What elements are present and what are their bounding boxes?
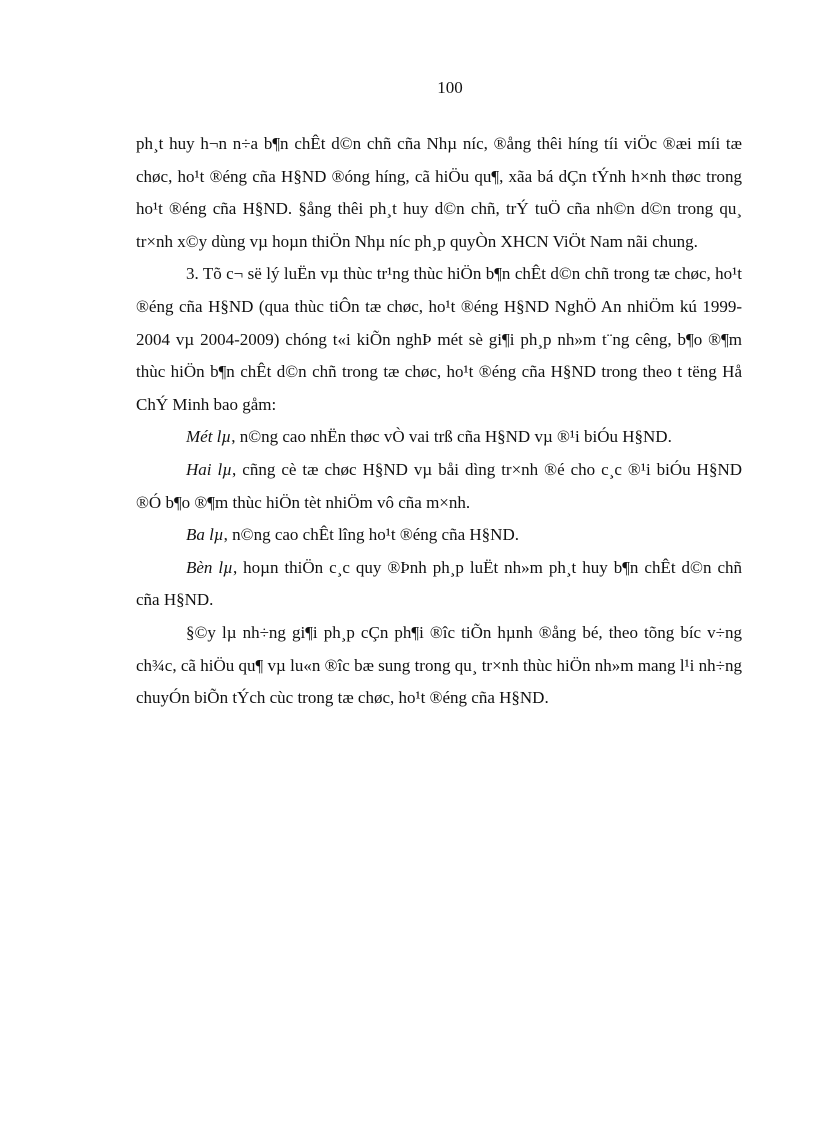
- page-number: 100: [437, 78, 463, 97]
- solution-two-lead: Hai lµ: [186, 459, 233, 479]
- paragraph-2-text: 3. Tõ c¬ së lý luËn vµ thùc tr¹ng thùc hiÖn b¶n chÊt d©n chñ trong tæ chøc, ho¹t ®éng cña H§ND (qua thùc tiÔn tæ chøc, ho¹t ®éng H§ND NghÖ An nhiÖm kú 1999-2004 vµ 2004-2009) chóng t«i kiÕn nghÞ mét sè gi¶i ph¸p nh»m t¨ng cêng, b¶o ®¶m thùc hiÖn b¶n chÊt d©n chñ trong tæ chøc, ho¹t ®éng cña H§ND trong theo t tëng Hå ChÝ Minh bao gåm:: [136, 264, 742, 414]
- solution-four-lead: Bèn lµ: [186, 557, 233, 577]
- solution-three-lead: Ba lµ: [186, 525, 224, 545]
- solution-four: [136, 552, 742, 617]
- solution-two: [136, 454, 742, 519]
- solution-three-text: , n©ng cao chÊt lîng ho¹t ®éng cña H§ND.: [223, 525, 519, 545]
- solution-two-text: , cñng cè tæ chøc H§ND vµ båi dìng tr×nh ®é cho c¸c ®¹i biÓu H§ND ®Ó b¶o ®¶m thùc hiÖn tèt nhiÖm vô cña m×nh.: [136, 459, 742, 512]
- paragraph-2: [136, 258, 742, 421]
- solution-four-text: , hoµn thiÖn c¸c quy ®Þnh ph¸p luËt nh»m ph¸t huy b¶n chÊt d©n chñ cña H§ND.: [136, 557, 742, 610]
- solution-one: [136, 421, 742, 454]
- solution-three: [136, 519, 742, 552]
- paragraph-closing-text: §©y lµ nh÷ng gi¶i ph¸p cÇn ph¶i ®îc tiÕn hµnh ®ång bé, theo tõng bíc v÷ng ch¾c, cã hiÖu qu¶ vµ lu«n ®îc bæ sung trong qu¸ tr×nh thùc hiÖn nh»m mang l¹i nh÷ng chuyÓn biÕn tÝch cùc trong tæ chøc, ho¹t ®éng cña H§ND.: [136, 622, 742, 708]
- paragraph-1-text: ph¸t huy h¬n n÷a b¶n chÊt d©n chñ cña Nhµ níc, ®ång thêi híng tíi viÖc ®æi míi tæ chøc, ho¹t ®éng cña H§ND ®óng híng, cã hiÖu qu¶, xãa bá dÇn tÝnh h×nh thøc trong ho¹t ®éng cña H§ND. §ång thêi ph¸t huy d©n chñ, trÝ tuÖ cña nh©n d©n trong qu¸ tr×nh x©y dùng vµ hoµn thiÖn Nhµ níc ph¸p quyÒn XHCN ViÖt Nam nãi chung.: [136, 134, 742, 251]
- paragraph-closing: [136, 617, 742, 715]
- paragraph-1: [136, 128, 742, 258]
- solution-one-text: , n©ng cao nhËn thøc vÒ vai trß cña H§ND vµ ®¹i biÓu H§ND.: [231, 427, 672, 447]
- solution-one-lead: Mét lµ: [186, 427, 232, 447]
- body-text: [136, 128, 742, 715]
